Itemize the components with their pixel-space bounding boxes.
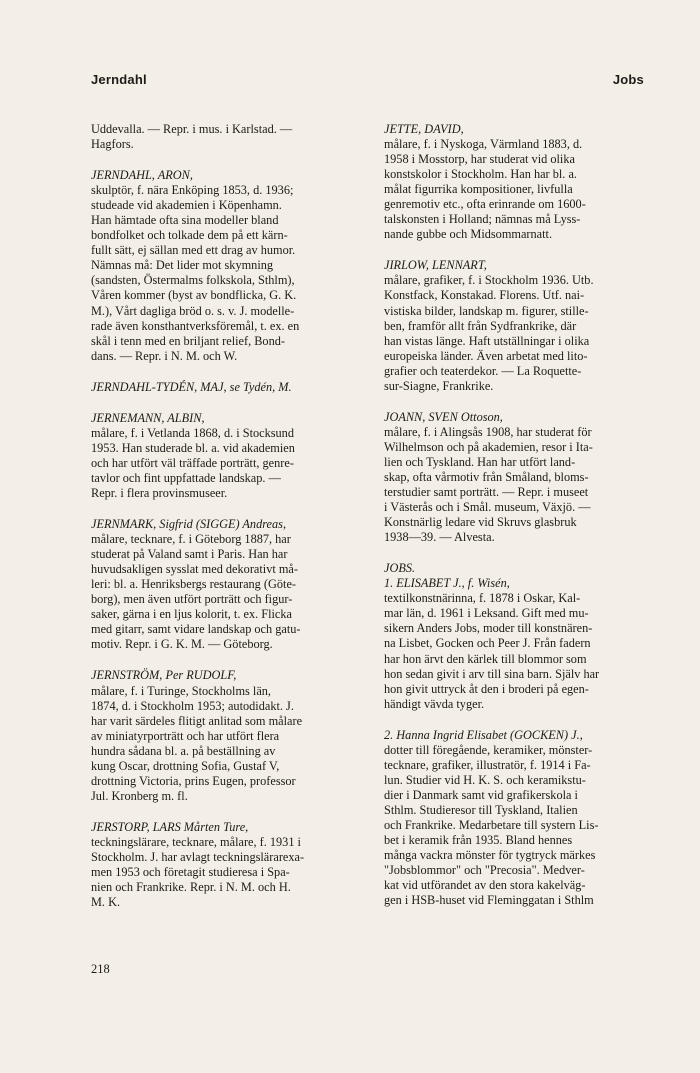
entry-line: Sthlm. Studieresor till Tyskland, Italien bbox=[384, 802, 578, 817]
entry-line: men 1953 och företagit studieresa i Spa- bbox=[91, 865, 290, 880]
entry-headword: 1. ELISABET J., f. Wisén, bbox=[384, 576, 510, 591]
entry-line: vistiska bilder, landskap m. figurer, stille- bbox=[384, 303, 589, 318]
entry-line: europeiska länder. Även arbetat med lito- bbox=[384, 348, 588, 363]
entry-line: konstskolor i Stockholm. Han har bl. a. bbox=[384, 167, 577, 182]
entry-line: nien och Frankrike. Repr. i N. M. och H. bbox=[91, 880, 291, 895]
entry-line: dotter till föregående, keramiker, mönster- bbox=[384, 742, 593, 757]
entry-line: Han hämtade ofta sina modeller bland bbox=[91, 213, 279, 228]
entry-line: rade även konsthantverksföremål, t. ex. en bbox=[91, 318, 300, 333]
entry-line: hundra sådana bl. a. på beställning av bbox=[91, 743, 276, 758]
entry-headword: JERNMARK, Sigfrid (SIGGE) Andreas, bbox=[91, 517, 287, 532]
entry-line: sur-Siagne, Frankrike. bbox=[384, 378, 494, 393]
entry-line: 1938—39. — Alvesta. bbox=[384, 530, 495, 545]
entry-line: målare, grafiker, f. i Stockholm 1936. Utb. bbox=[384, 273, 594, 288]
entry-line: Nämnas må: Det lider mot skymning bbox=[91, 258, 274, 273]
entry-line: saker, gärna i en ljus kolorit, t. ex. Flicka bbox=[91, 607, 292, 622]
dictionary-entry bbox=[91, 411, 359, 501]
entry-line: "Jobsblommor" och "Precosia". Medver- bbox=[384, 863, 585, 878]
entry-headword: JETTE, DAVID, bbox=[384, 122, 464, 136]
entry-line: textilkonstnärinna, f. 1878 i Oskar, Kal- bbox=[384, 591, 581, 606]
dictionary-entry bbox=[384, 258, 646, 393]
entry-line: 1953. Han studerade bl. a. vid akademien bbox=[91, 440, 295, 455]
entry-line: många vackra mönster för tygtryck märkes bbox=[384, 848, 596, 863]
entry-line: målare, f. i Alingsås 1908, har studerat för bbox=[384, 424, 592, 439]
entry-line: (sandsten, Östermalms folkskola, Sthlm), bbox=[91, 273, 295, 288]
entry-line: 1874, d. i Stockholm 1953; autodidakt. J. bbox=[91, 698, 294, 713]
entry-headword: JOBS. bbox=[384, 561, 416, 576]
entry-line: bet i keramik från 1935. Bland hennes bbox=[384, 833, 573, 848]
entry-headword: JERNEMANN, ALBIN, bbox=[91, 410, 205, 425]
entry-line: nande gubbe och Midsommarnatt. bbox=[384, 227, 553, 242]
entry-line: Våren kommer (byst av bondflicka, G. K. bbox=[91, 288, 297, 303]
entry-line: målare, f. i Turinge, Stockholms län, bbox=[91, 683, 271, 698]
entry-headword: JERNDAHL, ARON, bbox=[91, 168, 193, 183]
entry-line: M.), Vårt dagliga bröd o. s. v. J. modelle- bbox=[91, 303, 295, 318]
entry-line: tavlor och fint uppfattade landskap. — bbox=[91, 470, 281, 485]
entry-line: huvudsakligen sysslat med dekorativt må- bbox=[91, 562, 298, 577]
entry-line: och Frankrike. Medarbetare till systern Lis- bbox=[384, 817, 599, 832]
running-head-right: Jobs bbox=[612, 72, 644, 87]
entry-line: målare, f. i Nyskoga, Värmland 1883, d. bbox=[384, 137, 583, 152]
dictionary-entry bbox=[384, 561, 646, 711]
entry-line: Repr. i flera provinsmuseer. bbox=[91, 485, 228, 500]
entry-line: lien och Tyskland. Han har utfört land- bbox=[384, 454, 576, 469]
entry-line: Stockholm. J. har avlagt teckningslärarexa- bbox=[91, 849, 305, 864]
entry-line: drottning Victoria, prins Eugen, professor bbox=[91, 773, 296, 788]
entry-headword: JERNDAHL-TYDÉN, MAJ, se Tydén, M. bbox=[91, 379, 292, 394]
entry-line: av miniatyrporträtt och har utfört flera bbox=[91, 728, 280, 743]
entry-headword: 2. Hanna Ingrid Elisabet (GOCKEN) J., bbox=[384, 727, 583, 742]
entry-line: leri: bl. a. Henriksbergs restaurang (Göte- bbox=[91, 577, 296, 592]
entry-headword: JIRLOW, LENNART, bbox=[384, 258, 487, 273]
entry-line: Konstnärlig ledare vid Skruvs glasbruk bbox=[384, 515, 577, 530]
entry-line: målat figurrika kompositioner, livfulla bbox=[384, 182, 573, 197]
entry-line: hon sedan givit i arv till sina barn. Själv har bbox=[384, 666, 600, 681]
entry-line: genremotiv etc., ofta erinrande om 1600- bbox=[384, 197, 586, 212]
entry-line: Hagfors. bbox=[91, 137, 134, 152]
entry-line: lun. Studier vid H. K. S. och keramikstu- bbox=[384, 772, 586, 787]
dictionary-entry bbox=[91, 517, 359, 652]
entry-line: teckningslärare, tecknare, målare, f. 1931 i bbox=[91, 834, 301, 849]
page-number: 218 bbox=[91, 962, 110, 976]
entry-line: borg), men även utfört porträtt och figur- bbox=[91, 592, 293, 607]
entry-line: skap, ofta vårmotiv från Småland, bloms- bbox=[384, 469, 589, 484]
entry-line: händigt vävda tyger. bbox=[384, 696, 485, 711]
dictionary-entry bbox=[91, 122, 359, 152]
entry-line: och har utfört väl träffade porträtt, genre- bbox=[91, 455, 294, 470]
entry-line: skål i tenn med en briljant relief, Bond- bbox=[91, 333, 285, 348]
entry-line: Jul. Kronberg m. fl. bbox=[91, 788, 188, 803]
entry-line: skulptör, f. nära Enköping 1853, d. 1936; bbox=[91, 183, 294, 198]
entry-line: Uddevalla. — Repr. i mus. i Karlstad. — bbox=[91, 122, 293, 136]
entry-line: Konstfack, Konstakad. Florens. Utf. nai- bbox=[384, 288, 585, 303]
entry-line: sikern Anders Jobs, moder till konstnären- bbox=[384, 621, 593, 636]
entry-line: dier i Danmark samt vid grafikerskola i bbox=[384, 787, 578, 802]
entry-line: han vistas länge. Haft utställningar i olika bbox=[384, 333, 590, 348]
left-column bbox=[91, 122, 359, 926]
dictionary-entry bbox=[91, 820, 359, 910]
entry-line: med gitarr, samt vidare landskap och gatu- bbox=[91, 622, 301, 637]
dictionary-entry bbox=[91, 380, 359, 395]
entry-line: dans. — Repr. i N. M. och W. bbox=[91, 348, 238, 363]
entry-line: målare, f. i Vetlanda 1868, d. i Stocksund bbox=[91, 425, 294, 440]
entry-line: grafier och teaterdekor. — La Roquette- bbox=[384, 363, 582, 378]
dictionary-entry bbox=[91, 668, 359, 803]
entry-line: bondfolket och tolkade dem på ett kärn- bbox=[91, 228, 288, 243]
entry-headword: JOANN, SVEN Ottoson, bbox=[384, 409, 503, 424]
running-head-left: Jerndahl bbox=[91, 72, 147, 87]
entry-line: na Lisbet, Gocken och Peer J. Från fadern bbox=[384, 636, 591, 651]
entry-headword: JERSTORP, LARS Mårten Ture, bbox=[91, 819, 249, 834]
entry-line: talskonsten i Holland; nämnas må Lyss- bbox=[384, 212, 581, 227]
entry-line: studeade vid akademien i Köpenhamn. bbox=[91, 198, 282, 213]
entry-headword: JERNSTRÖM, Per RUDOLF, bbox=[91, 668, 237, 683]
entry-line: mar län, d. 1961 i Leksand. Gift med mu- bbox=[384, 606, 589, 621]
entry-line: tecknare, grafiker, illustratör, f. 1914 i Fa- bbox=[384, 757, 591, 772]
entry-line: studerat på Valand samt i Paris. Han har bbox=[91, 547, 288, 562]
entry-line: Wilhelmson och på akademien, resor i Ita- bbox=[384, 439, 593, 454]
entry-line: kung Oscar, drottning Sofia, Gustaf V, bbox=[91, 758, 280, 773]
dictionary-entry bbox=[384, 122, 646, 242]
entry-line: hon givit uttryck åt den i broderi på egen- bbox=[384, 681, 589, 696]
entry-line: gen i HSB-huset vid Fleminggatan i Sthlm bbox=[384, 893, 594, 908]
dictionary-entry bbox=[384, 728, 646, 909]
right-column bbox=[384, 122, 646, 924]
entry-line: M. K. bbox=[91, 895, 121, 910]
entry-line: har varit särdeles flitigt anlitad som målare bbox=[91, 713, 303, 728]
entry-line: ben, framför allt från Sydfrankrike, där bbox=[384, 318, 577, 333]
dictionary-entry bbox=[91, 168, 359, 364]
entry-line: har hon ärvt den kärlek till blommor som bbox=[384, 651, 587, 666]
dictionary-entry bbox=[384, 410, 646, 545]
entry-line: fullt sätt, ej sällan med ett drag av humor. bbox=[91, 243, 296, 258]
entry-line: kat vid utförandet av den stora kakelväg- bbox=[384, 878, 586, 893]
entry-line: 1958 i Mosstorp, har studerat vid olika bbox=[384, 152, 575, 167]
entry-line: målare, tecknare, f. i Göteborg 1887, har bbox=[91, 532, 291, 547]
entry-line: terstudier samt porträtt. — Repr. i museet bbox=[384, 485, 589, 500]
entry-line: motiv. Repr. i G. K. M. — Göteborg. bbox=[91, 637, 273, 652]
entry-line: i Västerås och i Smål. museum, Växjö. — bbox=[384, 500, 591, 515]
